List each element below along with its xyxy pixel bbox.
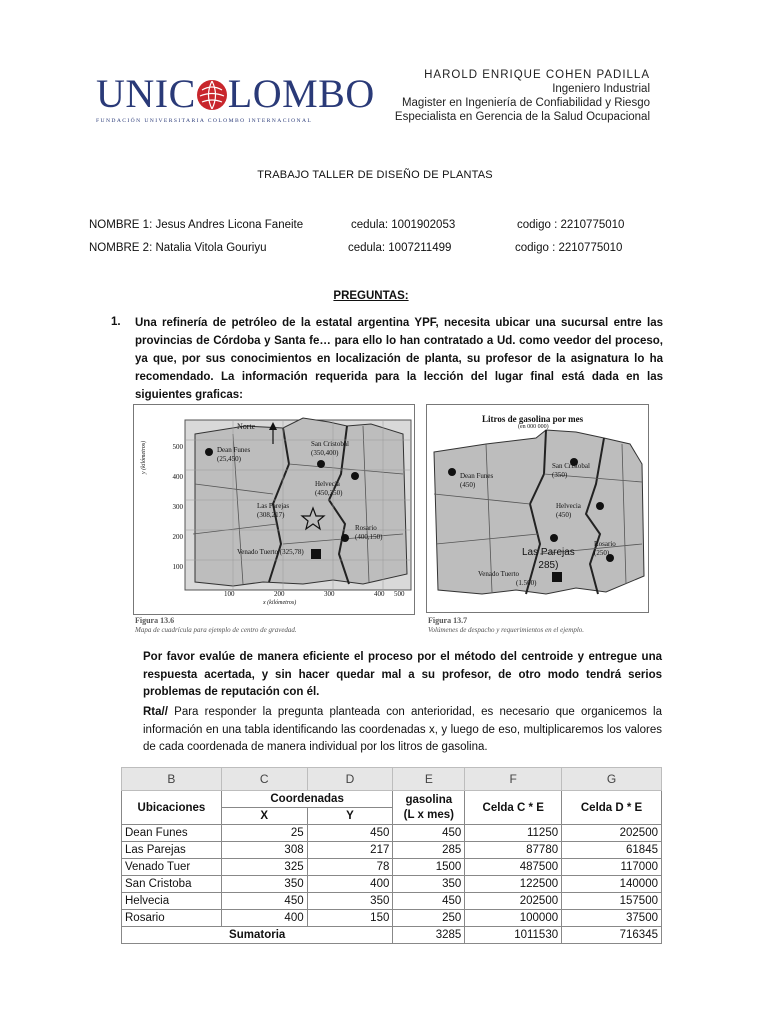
author-master: Magister en Ingeniería de Confiabilidad y Riesgo bbox=[401, 97, 650, 109]
column-letter[interactable]: C bbox=[221, 768, 307, 791]
location-cell[interactable]: Dean Funes bbox=[122, 825, 222, 842]
column-letter[interactable]: E bbox=[393, 768, 465, 791]
header-x: X bbox=[221, 808, 307, 825]
sumatoria-label[interactable]: Sumatoria bbox=[122, 927, 393, 944]
student-1-codigo: codigo : 2210775010 bbox=[517, 219, 625, 231]
answer-paragraph bbox=[143, 704, 662, 757]
y-tick: 500 bbox=[172, 443, 183, 451]
y-tick: 300 bbox=[172, 503, 183, 511]
student-2-line bbox=[89, 242, 623, 254]
gasolina-cell[interactable]: 285 bbox=[393, 842, 465, 859]
celda-c-cell[interactable]: 487500 bbox=[465, 859, 562, 876]
celda-c-cell[interactable]: 11250 bbox=[465, 825, 562, 842]
y-cell[interactable]: 78 bbox=[307, 859, 393, 876]
gasolina-cell[interactable]: 350 bbox=[393, 876, 465, 893]
question-number: 1. bbox=[111, 316, 121, 328]
location-cell[interactable]: Las Parejas bbox=[122, 842, 222, 859]
column-letters-row bbox=[122, 768, 662, 791]
y-cell[interactable]: 400 bbox=[307, 876, 393, 893]
student-2-name: NOMBRE 2: Natalia Vitola Gouriyu bbox=[89, 242, 267, 254]
right-label-helvecia: Helvecia (450) bbox=[556, 502, 581, 519]
y-tick: 400 bbox=[172, 473, 183, 481]
celda-d-cell[interactable]: 157500 bbox=[562, 893, 662, 910]
figure-right-title: Litros de gasolina por mes bbox=[482, 414, 584, 424]
header-y: Y bbox=[307, 808, 393, 825]
celda-d-cell[interactable]: 140000 bbox=[562, 876, 662, 893]
answer-text: Para responder la pregunta planteada con anterioridad, es necesario que organicemos la información en una tabla identificando las coordenadas x, y luego de eso, multiplicaremos los valores de cada coordenada de manera individual por los litros de gasolina. bbox=[143, 706, 662, 753]
gasolina-cell[interactable]: 250 bbox=[393, 910, 465, 927]
answer-label: Rta// bbox=[143, 706, 168, 718]
logo-text-left: UNIC bbox=[96, 71, 196, 116]
x-cell[interactable]: 400 bbox=[221, 910, 307, 927]
location-cell[interactable]: Helvecia bbox=[122, 893, 222, 910]
gasolina-cell[interactable]: 450 bbox=[393, 893, 465, 910]
celda-d-cell[interactable]: 117000 bbox=[562, 859, 662, 876]
right-label-rosario: Rosario (250) bbox=[594, 540, 616, 557]
table-row bbox=[122, 825, 662, 842]
results-table bbox=[121, 767, 662, 947]
x-tick: 300 bbox=[324, 590, 335, 598]
point-label-las-parejas: Las Parejas (308,217) bbox=[257, 502, 290, 519]
table-row bbox=[122, 910, 662, 927]
header-row-1 bbox=[122, 791, 662, 808]
author-name: HAROLD ENRIQUE COHEN PADILLA bbox=[424, 69, 650, 81]
celda-d-cell[interactable]: 61845 bbox=[562, 842, 662, 859]
table-row bbox=[122, 842, 662, 859]
header-celda-c: Celda C * E bbox=[465, 791, 562, 825]
point-label-rosario: Rosario (400,150) bbox=[355, 524, 383, 541]
y-tick: 200 bbox=[172, 533, 183, 541]
column-letter[interactable]: B bbox=[122, 768, 222, 791]
y-axis-label: y (kilómetros) bbox=[141, 440, 147, 474]
globe-icon bbox=[197, 80, 227, 110]
x-cell[interactable]: 350 bbox=[221, 876, 307, 893]
figure-right-subtitle: (en 000 000) bbox=[518, 424, 549, 430]
x-tick: 200 bbox=[274, 590, 285, 598]
total-celda-d[interactable]: 716345 bbox=[562, 927, 662, 944]
instruction-paragraph: Por favor evalúe de manera eficiente el proceso por el método del centroide y entregue una respuesta acertada, y sin hacer quedar mal a su profesor, de otro modo tendrá serios problemas de reputación con él. bbox=[143, 651, 662, 698]
table-row bbox=[122, 876, 662, 893]
document-title: TRABAJO TALLER DE DISEÑO DE PLANTAS bbox=[257, 169, 493, 181]
location-cell[interactable]: San Cristoba bbox=[122, 876, 222, 893]
celda-c-cell[interactable]: 122500 bbox=[465, 876, 562, 893]
author-degree: Ingeniero Industrial bbox=[552, 83, 650, 95]
table-row bbox=[122, 859, 662, 876]
column-letter[interactable]: D bbox=[307, 768, 393, 791]
gasolina-cell[interactable]: 1500 bbox=[393, 859, 465, 876]
figure-13-7-caption-text: Volúmenes de despacho y requerimientos en el ejemplo. bbox=[428, 626, 585, 634]
gasolina-cell[interactable]: 450 bbox=[393, 825, 465, 842]
header-celda-d: Celda D * E bbox=[562, 791, 662, 825]
celda-d-cell[interactable]: 202500 bbox=[562, 825, 662, 842]
right-label-san-cristobal: San Cristobal (350) bbox=[552, 462, 590, 479]
x-cell[interactable]: 308 bbox=[221, 842, 307, 859]
y-cell[interactable]: 217 bbox=[307, 842, 393, 859]
header-ubicaciones: Ubicaciones bbox=[122, 791, 222, 825]
column-letter[interactable]: F bbox=[465, 768, 562, 791]
y-cell[interactable]: 450 bbox=[307, 825, 393, 842]
logo-subtitle: FUNDACIÓN UNIVERSITARIA COLOMBO INTERNACIONAL bbox=[96, 118, 313, 124]
student-2-codigo: codigo : 2210775010 bbox=[515, 242, 623, 254]
x-cell[interactable]: 25 bbox=[221, 825, 307, 842]
point-label-dean-funes: Dean Funes (25,450) bbox=[217, 446, 251, 463]
questions-heading: PREGUNTAS: bbox=[333, 290, 409, 302]
student-1-line bbox=[89, 219, 625, 231]
totals-row bbox=[122, 927, 662, 944]
celda-d-cell[interactable]: 37500 bbox=[562, 910, 662, 927]
location-cell[interactable]: Venado Tuer bbox=[122, 859, 222, 876]
question-text: Una refinería de petróleo de la estatal argentina YPF, necesita ubicar una sucursal entre las provincias de Córdoba y Santa fe… para ello lo han contratado a Ud. como veedor del proceso, ya que, por sus conocimientos en localización de planta, su profesor de la asignatura lo ha recomendado. La información requerida para la lección del lugar final está dada en las siguientes graficas: bbox=[135, 317, 663, 401]
header-gasolina: gasolina (L x mes) bbox=[393, 791, 465, 825]
unicolombo-logo bbox=[96, 71, 375, 130]
celda-c-cell[interactable]: 87780 bbox=[465, 842, 562, 859]
x-cell[interactable]: 325 bbox=[221, 859, 307, 876]
x-cell[interactable]: 450 bbox=[221, 893, 307, 910]
north-label: Norte bbox=[237, 422, 256, 431]
total-gasolina[interactable]: 3285 bbox=[393, 927, 465, 944]
figure-13-6 bbox=[133, 404, 415, 638]
student-1-cedula: cedula: 1001902053 bbox=[351, 219, 456, 231]
location-cell[interactable]: Rosario bbox=[122, 910, 222, 927]
header-coordenadas: Coordenadas bbox=[221, 791, 393, 808]
figure-13-7 bbox=[426, 404, 662, 638]
right-label-dean-funes: Dean Funes (450) bbox=[460, 472, 494, 489]
author-specialist: Especialista en Gerencia de la Salud Ocupacional bbox=[394, 111, 650, 123]
author-block bbox=[395, 68, 650, 124]
figure-13-6-caption-text: Mapa de cuadrícula para ejemplo de centro de gravedad. bbox=[135, 626, 297, 634]
y-cell[interactable]: 150 bbox=[307, 910, 393, 927]
figure-13-6-caption-title: Figura 13.6 bbox=[135, 616, 175, 625]
celda-c-cell[interactable]: 100000 bbox=[465, 910, 562, 927]
y-cell[interactable]: 350 bbox=[307, 893, 393, 910]
x-tick: 100 bbox=[224, 590, 235, 598]
point-label-san-cristobal: San Cristobal (350,400) bbox=[311, 440, 349, 457]
table-row bbox=[122, 893, 662, 910]
point-label-helvecia: Helvecia (450,350) bbox=[315, 480, 343, 497]
figure-13-7-caption-title: Figura 13.7 bbox=[428, 616, 468, 625]
x-tick: 500 bbox=[394, 590, 405, 598]
column-letter[interactable]: G bbox=[562, 768, 662, 791]
x-axis-label: x (kilómetros) bbox=[263, 600, 297, 606]
right-label-las-parejas: Las Parejas 285) bbox=[522, 547, 575, 571]
total-celda-c[interactable]: 1011530 bbox=[465, 927, 562, 944]
celda-c-cell[interactable]: 202500 bbox=[465, 893, 562, 910]
y-tick: 100 bbox=[172, 563, 183, 571]
student-2-cedula: cedula: 1007211499 bbox=[348, 242, 452, 254]
point-label-venado-tuerto: Venado Tuerto (325,78) bbox=[237, 548, 304, 556]
y-ticks bbox=[163, 432, 183, 582]
logo-text-right: LOMBO bbox=[227, 71, 375, 116]
student-1-name: NOMBRE 1: Jesus Andres Licona Faneite bbox=[89, 219, 304, 231]
x-tick: 400 bbox=[374, 590, 385, 598]
right-label-venado-tuerto: Venado Tuerto (1.500) bbox=[478, 570, 537, 587]
